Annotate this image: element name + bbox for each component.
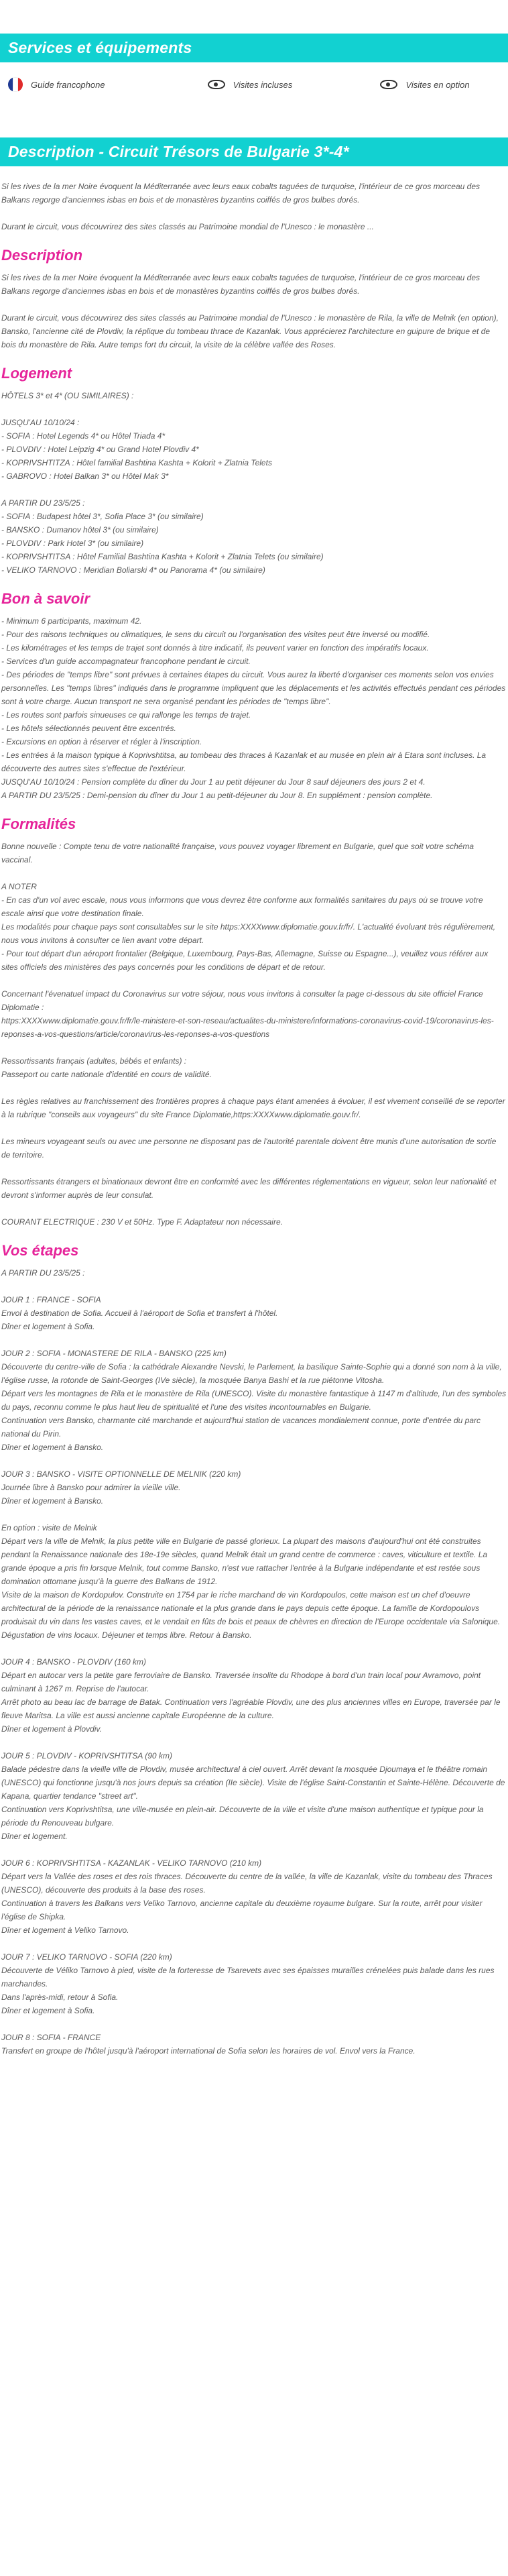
etape-block (1, 1749, 507, 1843)
service-item-guide (8, 77, 208, 92)
eye-icon (380, 80, 397, 89)
etape-block (1, 1856, 507, 1937)
service-item-visites-option (380, 80, 500, 90)
etape-line: Départ vers les montagnes de Rila et le monastère de Rila (UNESCO). Visite du monastère fantastique à 1147 m d'altitude, l'un des symboles du pays, reconnu comme le plus haut lieu de spiritualité et l'une des visites incontournables en Bulgarie. (1, 1389, 507, 1412)
description-paragraph: Durant le circuit, vous découvrirez des sites classés au Patrimoine mondial de l'Unesco : le monastère de Rila, la ville de Melnik (en option), Bansko, l'ancienne cité de Plovdiv, la réplique du tombeau thrace de Kazanlak. Vous apprécierez l'architecture en guipure de brique et de bois du monastère de Rila. Autre temps fort du circuit, la visite de la célèbre vallée des Roses. (1, 313, 499, 349)
intro-paragraph: Si les rives de la mer Noire évoquent la Méditerranée avec leurs eaux cobalts taguées de turquoise, l'intérieur de ce gros morceau des Balkans regorge d'anciennes isbas en bois et de monastères byzantins coiffés de gros bulbes dorés. (1, 182, 481, 205)
service-label: Visites en option (405, 79, 470, 90)
formalites-line: Les mineurs voyageant seuls ou avec une personne ne disposant pas de l'autorité parentale doivent être munis d'une autorisation de sortie de territoire. (1, 1137, 497, 1160)
formalites-line: Ressortissants français (adultes, bébés et enfants) : (1, 1056, 187, 1066)
bon-a-savoir-line: - Minimum 6 participants, maximum 42. (1, 616, 142, 626)
etape-block (1, 1293, 507, 1333)
formalites-block (1, 1054, 507, 1081)
etape-line: Dîner et logement à Plovdiv. (1, 1724, 102, 1734)
section-heading-formalites: Formalités (1, 816, 76, 832)
service-label: Guide francophone (31, 79, 105, 90)
etape-line: Journée libre à Bansko pour admirer la vieille ville. (1, 1483, 181, 1492)
formalites-block (1, 1135, 507, 1162)
formalites-line: https:XXXXwww.diplomatie.gouv.fr/fr/le-ministere-et-son-reseau/actualites-du-ministere/informations-coronavirus-covid-19/coronavirus-les-reponses-a-vos-questions/article/coronavirus-les-reponses-a-vos-questions (1, 1016, 494, 1039)
service-label: Visites incluses (233, 79, 293, 90)
etape-line: JOUR 5 : PLOVDIV - KOPRIVSHTITSA (90 km) (1, 1751, 172, 1760)
logement-line: - PLOVDIV : Hotel Leipzig 4* ou Grand Hotel Plovdiv 4* (1, 445, 199, 454)
eye-icon (208, 80, 225, 89)
etape-line: Envol à destination de Sofia. Accueil à l'aéroport de Sofia et transfert à l'hôtel. (1, 1308, 278, 1318)
etape-line: JOUR 7 : VELIKO TARNOVO - SOFIA (220 km) (1, 1952, 172, 1962)
services-list (0, 62, 508, 107)
formalites-line: Les modalités pour chaque pays sont consultables sur le site https:XXXXwww.diplomatie.gouv.fr/fr/. L'actualité évoluant très régulièrement, nous vous invitons à consulter ce lien avant votre départ. (1, 922, 496, 945)
etape-line: Arrêt photo au beau lac de barrage de Batak. Continuation vers l'agréable Plovdiv, une des plus anciennes villes en Europe, traversée par le fleuve Maritsa. La ville est aussi ancienne capitale Européenne de la culture. (1, 1697, 501, 1720)
logement-line: - VELIKO TARNOVO : Meridian Boliarski 4* ou Panorama 4* (ou similaire) (1, 565, 265, 575)
service-item-visites-incluses (208, 80, 381, 90)
content (0, 166, 508, 2058)
etape-line: JOUR 4 : BANSKO - PLOVDIV (160 km) (1, 1657, 147, 1667)
logement-line: - KOPRIVSHTITZA : Hôtel familial Bashtina Kashta + Kolorit + Zlatnia Telets (1, 458, 272, 467)
etape-line: JOUR 8 : SOFIA - FRANCE (1, 2033, 101, 2042)
bon-a-savoir-list (1, 614, 507, 802)
etape-line: Transfert en groupe de l'hôtel jusqu'à l'aéroport international de Sofia selon les horaires de vol. Envol vers la France. (1, 2046, 416, 2056)
etape-block (1, 1266, 507, 1280)
etape-line: Dîner et logement. (1, 1832, 68, 1841)
etape-line: Balade pédestre dans la vieille ville de Plovdiv, musée architectural à ciel ouvert. Arrêt devant la mosquée Djoumaya et le théâtre romain (UNESCO) qui fonctionne jusqu'à nos jours depuis sa création (IIe siècle). Visite de l'église Saint-Constantin et Sainte-Hélène. Découverte de Kapana, quartier tendance "street art". (1, 1765, 505, 1801)
logement-line: - SOFIA : Hotel Legends 4* ou Hôtel Triada 4* (1, 431, 166, 441)
bon-a-savoir-line: - Des périodes de "temps libre" sont prévues à certaines étapes du circuit. Vous aurez la liberté d'organiser ces moments selon vos envies personnelles. Les "temps libres" indiqués dans le programme impliquent que les déplacements et les activités effectués pendant ces périodes sont à votre charge. Aucun transport ne sera organisé pendant les périodes de "temps libre". (1, 670, 506, 706)
etape-line: A PARTIR DU 23/5/25 : (1, 1268, 85, 1278)
intro-paragraph: Durant le circuit, vous découvrirez des sites classés au Patrimoine mondial de l'Unesco : le monastère ... (1, 222, 374, 231)
etape-line: JOUR 1 : FRANCE - SOFIA (1, 1295, 101, 1304)
bon-a-savoir-line: - Les hôtels sélectionnés peuvent être excentrés. (1, 724, 176, 733)
etape-line: Dans l'après-midi, retour à Sofia. (1, 1993, 119, 2002)
etape-line: En option : visite de Melnik (1, 1523, 97, 1532)
etape-block (1, 1347, 507, 1454)
formalites-line: - En cas d'un vol avec escale, nous vous informons que vous devrez être conforme aux formalités sanitaires du pays où se trouve votre escale ainsi que votre destination finale. (1, 895, 483, 918)
bon-a-savoir-line: - Pour des raisons techniques ou climatiques, le sens du circuit ou l'organisation des visites peut être inversé ou modifié. (1, 630, 430, 639)
logement-line (1, 402, 507, 416)
formalites-line: Bonne nouvelle : Compte tenu de votre nationalité française, vous pouvez voyager librement en Bulgarie, quel que soit votre schéma vaccinal. (1, 842, 474, 864)
formalites-block (1, 987, 507, 1041)
etape-line: Dîner et logement à Veliko Tarnovo. (1, 1925, 129, 1935)
bon-a-savoir-line: A PARTIR DU 23/5/25 : Demi-pension du dîner du Jour 1 au petit-déjeuner du Jour 8. En supplément : pension complète. (1, 791, 433, 800)
etapes-list (1, 1266, 507, 2058)
etape-line: Départ en autocar vers la petite gare ferroviaire de Bansko. Traversée insolite du Rhodope à bord d'un train local pour Avramovo, point culminant à 1267 m. Reprise de l'autocar. (1, 1671, 481, 1693)
logement-line: - BANSKO : Dumanov hôtel 3* (ou similaire) (1, 525, 159, 535)
formalites-line: Passeport ou carte nationale d'identité en cours de validité. (1, 1070, 212, 1079)
logement-list (1, 389, 507, 577)
bon-a-savoir-line: - Excursions en option à réserver et régler à l'inscription. (1, 737, 202, 746)
etape-line: Continuation vers Koprivshtitsa, une ville-musée en plein-air. Découverte de la ville et visite d'une maison authentique et typique pour la période du Renouveau bulgare. (1, 1805, 484, 1828)
etape-line: Continuation à travers les Balkans vers Veliko Tarnovo, ancienne capitale du deuxième royaume bulgare. Sur la route, arrêt pour visiter l'église de Shipka. (1, 1899, 483, 1921)
formalites-line: A NOTER (1, 882, 37, 891)
bon-a-savoir-line: - Les kilométrages et les temps de trajet sont donnés à titre indicatif, ils peuvent varier en fonction des impératifs locaux. (1, 643, 429, 653)
etape-line: Départ vers la ville de Melnik, la plus petite ville en Bulgarie de passé glorieux. La plupart des maisons d'aujourd'hui ont été construites pendant la Renaissance nationale des 18e-19e siècles, quand Melnik était un grand centre de commerce : caves, viticulture et textile. La grande époque a pris fin lorsque Melnik, tout comme Bansko, n'est vue rattacher l'entrée à la Bulgarie indépendante et est restée sous domination ottomane jusqu'à la guerre des Balkans de 1912. (1, 1536, 488, 1586)
formalites-block (1, 1095, 507, 1121)
formalites-block (1, 880, 507, 974)
formalites-line: Concernant l'évenatuel impact du Coronavirus sur votre séjour, nous vous invitons à consulter la page ci-dessous du site officiel France Diplomatie : (1, 989, 483, 1012)
formalites-block (1, 1175, 507, 1202)
logement-line: - PLOVDIV : Park Hotel 3* (ou similaire) (1, 539, 144, 548)
etape-line: Dîner et logement à Sofia. (1, 2006, 95, 2015)
etape-line: Découverte du centre-ville de Sofia : la cathédrale Alexandre Nevski, le Parlement, la basilique Sainte-Sophie qui a donné son nom à la ville, l'église russe, la rotonde de Saint-Georges (IVe siècle), la mosquée Banya Bashi et la rue piétonne Vitosha. (1, 1362, 502, 1385)
etape-line: Dégustation de vins locaux. Déjeuner et temps libre. Retour à Bansko. (1, 1630, 252, 1640)
etape-line: JOUR 2 : SOFIA - MONASTERE DE RILA - BANSKO (225 km) (1, 1349, 227, 1358)
etape-line: Visite de la maison de Kordopulov. Construite en 1754 par le riche marchand de vin Kordopoulos, cette maison est un chef d'oeuvre architectural de la période de la renaissance nationale et la plus grande dans le pays depuis cette époque. La famille de Kordopoulovs produisait du vin dans les vastes caves, et le vendait en fûts de bois et peaux de chèvres en direction de l'Europe occidentale via Salonique. (1, 1590, 501, 1626)
description-paragraph: Si les rives de la mer Noire évoquent la Méditerranée avec leurs eaux cobalts taguées de turquoise, l'intérieur de ce gros morceau des Balkans regorge d'anciennes isbas en bois et de monastères byzantins coiffés de gros bulbes dorés. (1, 273, 481, 296)
formalites-line: Ressortissants étrangers et binationaux devront être en conformité avec les différentes réglementations en vigueur, selon leur nationalité et devront s'informer auprès de leur consulat. (1, 1177, 497, 1200)
formalites-line: COURANT ELECTRIQUE : 230 V et 50Hz. Type F. Adaptateur non nécessaire. (1, 1217, 283, 1227)
logement-line: - SOFIA : Budapest hôtel 3*, Sofia Place 3* (ou similaire) (1, 512, 204, 521)
etape-line: JOUR 3 : BANSKO - VISITE OPTIONNELLE DE MELNIK (220 km) (1, 1469, 241, 1479)
bon-a-savoir-line: JUSQU'AU 10/10/24 : Pension complète du dîner du Jour 1 au petit déjeuner du Jour 8 sauf déjeuners des jours 2 et 4. (1, 777, 426, 787)
logement-line: - GABROVO : Hotel Balkan 3* ou Hôtel Mak 3* (1, 471, 169, 481)
bon-a-savoir-line: - Les routes sont parfois sinueuses ce qui rallonge les temps de trajet. (1, 710, 251, 720)
logement-block (1, 389, 507, 577)
etape-block (1, 2031, 507, 2058)
etape-block (1, 1655, 507, 1736)
formalites-block (1, 1215, 507, 1229)
logement-line (1, 483, 507, 496)
logement-line: - KOPRIVSHTITSA : Hôtel Familial Bashtina Kashta + Kolorit + Zlatnia Telets (ou similaire) (1, 552, 324, 561)
etape-line: Dîner et logement à Bansko. (1, 1496, 104, 1506)
etape-line: Continuation vers Bansko, charmante cité marchande et aujourd'hui station de vacances mondialement connue, porte d'entrée du parc national du Pirin. (1, 1416, 481, 1439)
bon-a-savoir-line: - Les entrées à la maison typique à Koprivshtitsa, au tombeau des thraces à Kazanlak et au musée en plein air à Etara sont incluses. La découverte des autres sites s'effectue de l'extérieur. (1, 750, 487, 773)
formalites-line: - Pour tout départ d'un aéroport frontalier (Belgique, Luxembourg, Pays-Bas, Allemagne, Suisse ou Espagne...), veuillez vous référer aux sites officiels des ministères des pays concernés pour les conditions de départ et de retour. (1, 949, 489, 972)
formalites-block (1, 840, 507, 866)
description-band: Description - Circuit Trésors de Bulgarie 3*-4* (0, 137, 508, 166)
etape-block (1, 1950, 507, 2017)
services-band: Services et équipements (0, 34, 508, 62)
logement-line: A PARTIR DU 23/5/25 : (1, 498, 85, 508)
logement-line: HÔTELS 3* et 4* (OU SIMILAIRES) : (1, 391, 134, 400)
french-flag-icon (8, 77, 23, 92)
etape-line: Dîner et logement à Bansko. (1, 1443, 104, 1452)
section-heading-etapes: Vos étapes (1, 1242, 79, 1259)
section-heading-bon-a-savoir: Bon à savoir (1, 590, 90, 607)
etape-line: Départ vers la Vallée des roses et des rois thraces. Découverte du centre de la vallée, la ville de Kazanlak, visite du tombeau des Thraces (UNESCO), découverte des produits à la base des roses. (1, 1872, 493, 1895)
etape-block (1, 1467, 507, 1508)
formalites-line: Les règles relatives au franchissement des frontières propres à chaque pays étant amenées à évoluer, il est vivement conseillé de se reporter à la rubrique "conseils aux voyageurs" du site France Diplomatie,https:XXXXwww.diplomatie.gouv.fr/. (1, 1097, 505, 1119)
formalites-list (1, 840, 507, 1229)
section-heading-logement: Logement (1, 365, 72, 382)
etape-line: JOUR 6 : KOPRIVSHTITSA - KAZANLAK - VELIKO TARNOVO (210 km) (1, 1858, 262, 1868)
logement-line: JUSQU'AU 10/10/24 : (1, 418, 80, 427)
etape-block (1, 1521, 507, 1642)
etape-line: Dîner et logement à Sofia. (1, 1322, 95, 1331)
bon-a-savoir-block (1, 614, 507, 802)
bon-a-savoir-line: - Services d'un guide accompagnateur francophone pendant le circuit. (1, 657, 251, 666)
section-heading-description: Description (1, 247, 83, 264)
etape-line: Découverte de Véliko Tarnovo à pied, visite de la forteresse de Tsarevets avec ses épaisses murailles crénelées puis balade dans les rues marchandes. (1, 1966, 495, 1989)
